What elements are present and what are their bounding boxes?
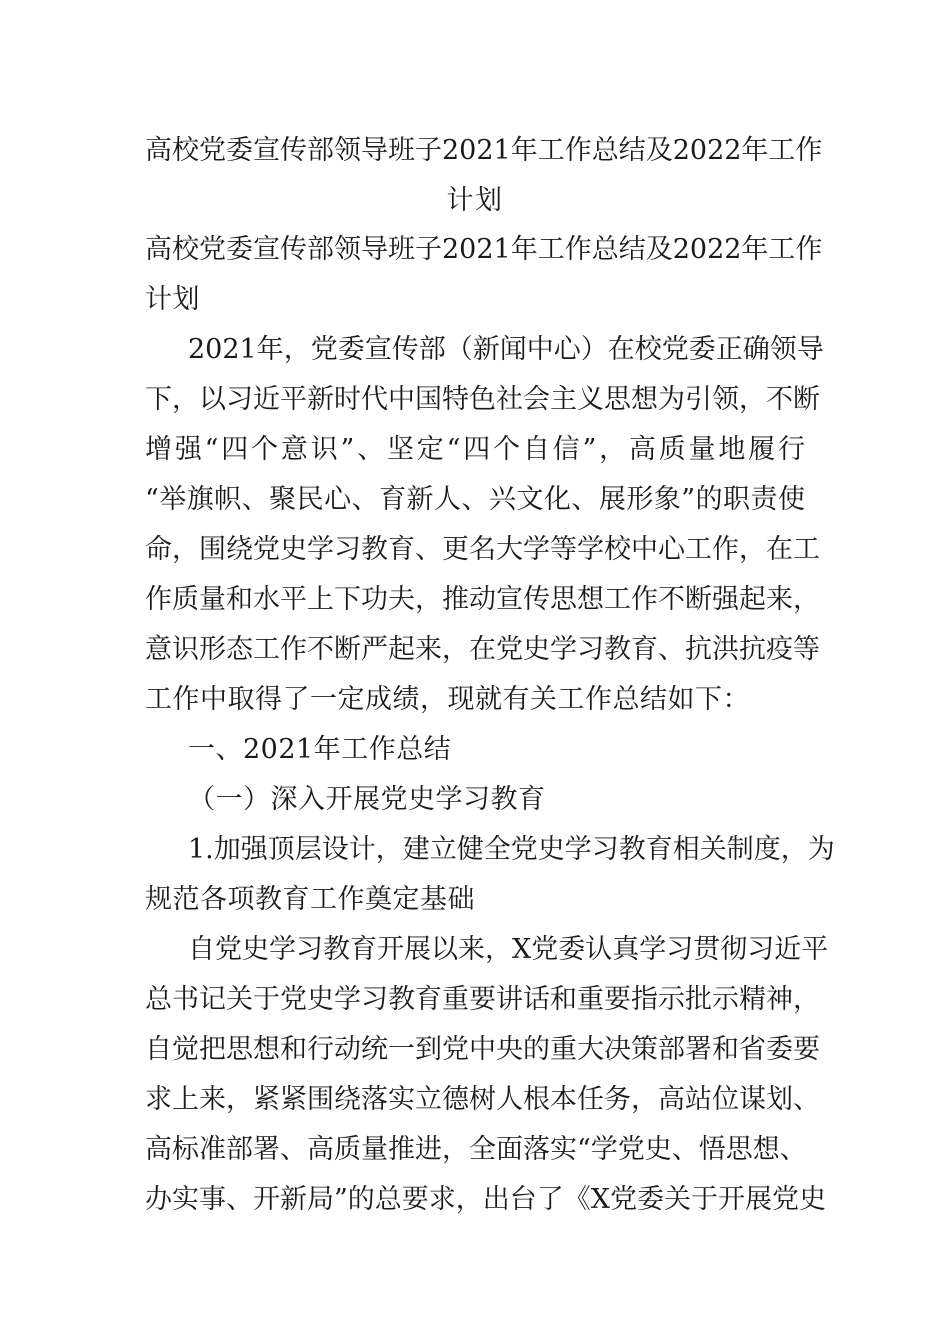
para-2-line-4: 求上来，紧紧围绕落实立德树人根本任务，高站位谋划、	[145, 1084, 820, 1115]
document-title-line-2: 计划	[446, 185, 504, 216]
intro-line-2: 下，以习近平新时代中国特色社会主义思想为引领，不断	[145, 384, 820, 415]
intro-line-1: 2021年，党委宣传部（新闻中心）在校党委正确领导	[188, 334, 824, 365]
intro-line-3: 增强“四个意识”、坚定“四个自信”，高质量地履行	[145, 434, 805, 465]
intro-line-6: 作质量和水平上下功夫，推动宣传思想工作不断强起来，	[145, 584, 820, 615]
para-2-line-5: 高标准部署、高质量推进，全面落实“学党史、悟思想、	[145, 1134, 807, 1165]
item-1-line-1: 1.加强顶层设计，建立健全党史学习教育相关制度，为	[188, 834, 835, 865]
item-1-line-2: 规范各项教育工作奠定基础	[145, 884, 475, 915]
para-2-line-3: 自觉把思想和行动统一到党中央的重大决策部署和省委要	[145, 1034, 820, 1065]
para-2-line-2: 总书记关于党史学习教育重要讲话和重要指示批示精神，	[145, 984, 820, 1015]
intro-line-4: “举旗帜、聚民心、育新人、兴文化、展形象”的职责使	[145, 484, 805, 515]
para-2-line-1: 自党史学习教育开展以来，X党委认真学习贯彻习近平	[188, 934, 829, 965]
intro-line-8: 工作中取得了一定成绩，现就有关工作总结如下：	[145, 684, 750, 715]
section-heading-2: （一）深入开展党史学习教育	[188, 784, 546, 815]
subtitle-line-2: 计划	[145, 284, 200, 315]
subtitle-line-1: 高校党委宣传部领导班子2021年工作总结及2022年工作	[145, 234, 823, 265]
para-2-line-6: 办实事、开新局”的总要求，出台了《X党委关于开展党史	[145, 1184, 827, 1215]
section-heading-1: 一、2021年工作总结	[188, 734, 452, 765]
document-title-line-1: 高校党委宣传部领导班子2021年工作总结及2022年工作	[145, 135, 823, 166]
intro-line-7: 意识形态工作不断严起来，在党史学习教育、抗洪抗疫等	[145, 634, 820, 665]
intro-line-5: 命，围绕党史学习教育、更名大学等学校中心工作，在工	[145, 534, 820, 565]
